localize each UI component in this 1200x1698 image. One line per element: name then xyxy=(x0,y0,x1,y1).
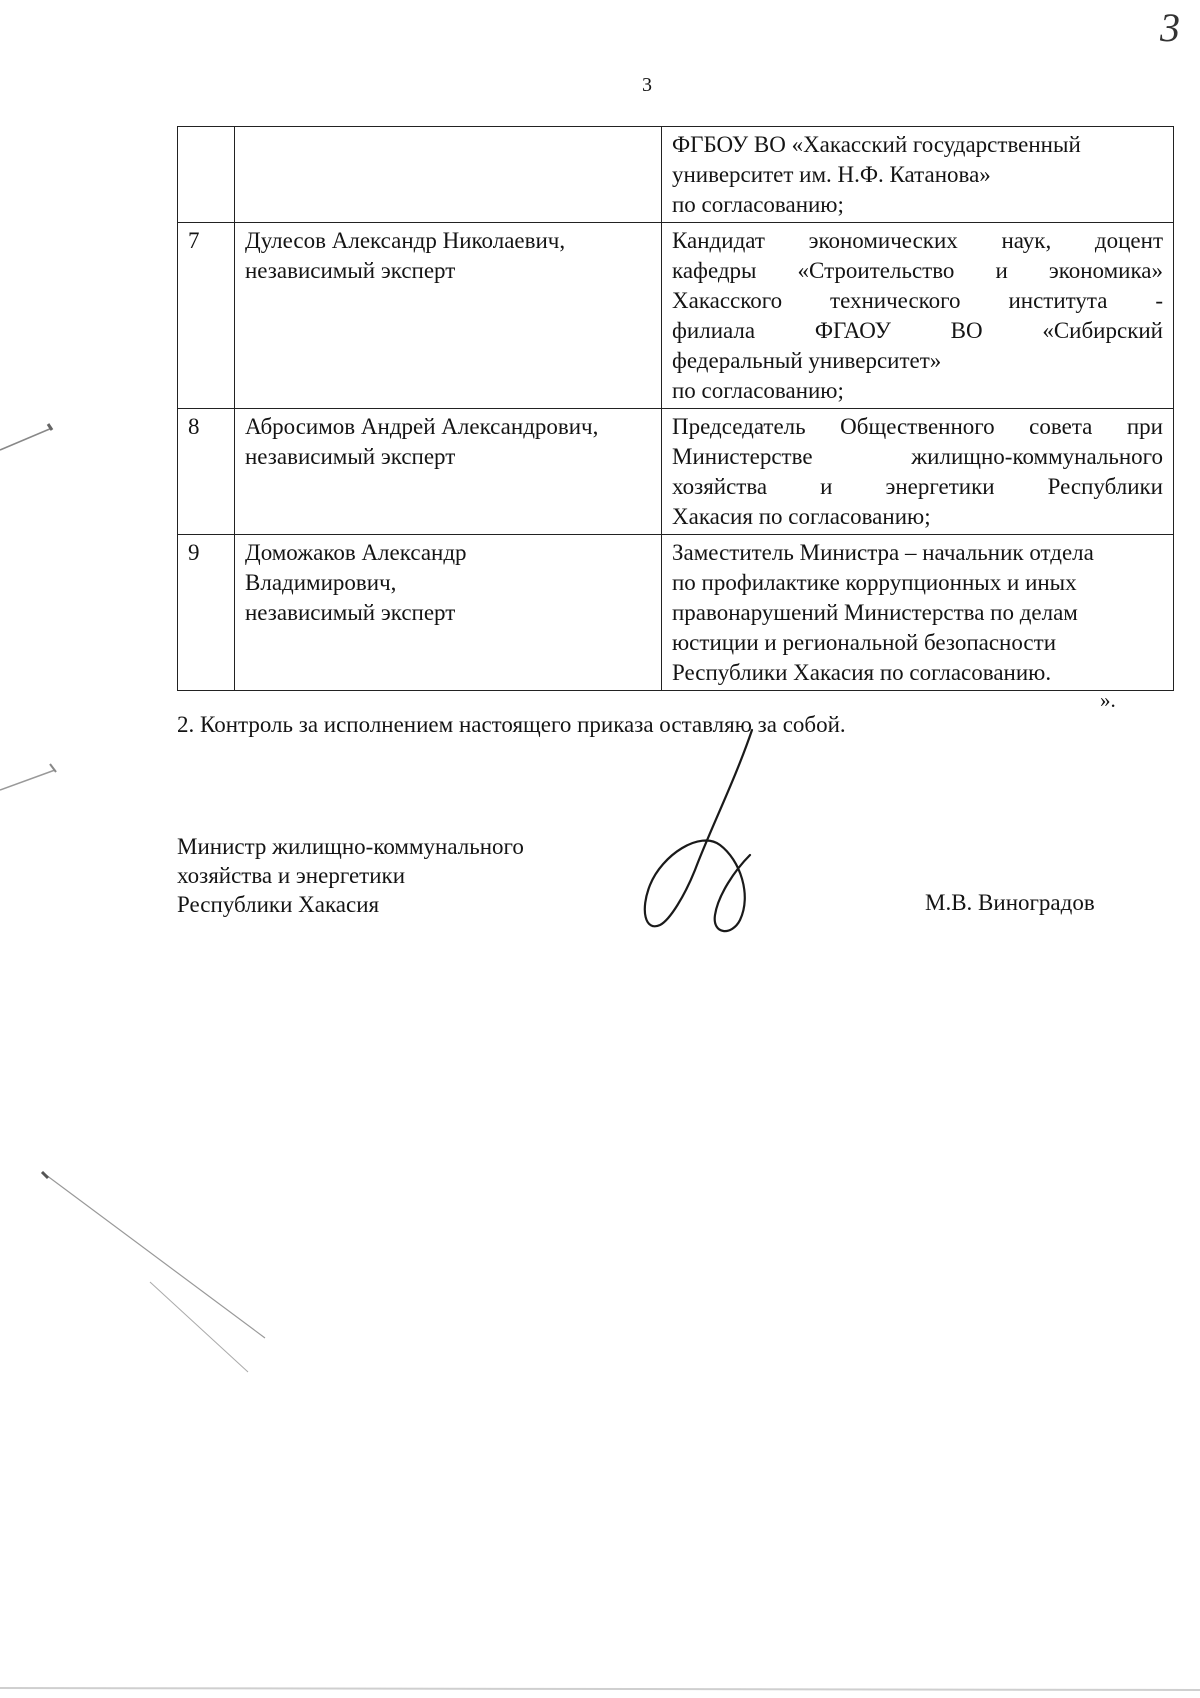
member-name-line: Абросимов Андрей Александрович, xyxy=(245,414,599,439)
page-number: 3 xyxy=(642,74,652,96)
commission-members-table xyxy=(177,126,1174,691)
signer-title-line: хозяйства и энергетики xyxy=(177,863,406,888)
member-role-line: Кандидат экономических наук, доцент xyxy=(672,228,1163,253)
signer-title xyxy=(177,832,524,919)
row-number xyxy=(178,127,235,223)
member-role-line: Заместитель Министра – начальник отдела xyxy=(672,540,1094,565)
closing-quote: ». xyxy=(1100,688,1116,712)
table-row xyxy=(178,409,1174,535)
page-corner-mark: 3 xyxy=(1160,5,1180,50)
member-role-cell xyxy=(662,127,1174,223)
member-role-cell xyxy=(662,223,1174,409)
member-role-line: хозяйства и энергетики Республики xyxy=(672,474,1163,499)
member-name-cell xyxy=(235,409,662,535)
member-name-line: Доможаков Александр xyxy=(245,540,467,565)
member-role-line: филиала ФГАОУ ВО «Сибирский xyxy=(672,318,1163,343)
member-role-line: Председатель Общественного совета при xyxy=(672,414,1163,439)
member-role-line: Министерстве жилищно-коммунального xyxy=(672,444,1163,469)
member-name-cell xyxy=(235,127,662,223)
signer-name: М.В. Виноградов xyxy=(925,890,1095,915)
member-role-cell xyxy=(662,409,1174,535)
member-role-line: университет им. Н.Ф. Катанова» xyxy=(672,162,991,187)
member-role-line: федеральный университет» xyxy=(672,348,942,373)
clause-2: 2. Контроль за исполнением настоящего приказа оставляю за собой. xyxy=(177,712,846,737)
member-role-line: ФГБОУ ВО «Хакасский государственный xyxy=(672,132,1081,157)
handwritten-signature xyxy=(640,720,790,950)
table-row xyxy=(178,223,1174,409)
member-name-cell xyxy=(235,535,662,691)
member-name-line: независимый эксперт xyxy=(245,444,456,469)
member-role-line: по согласованию; xyxy=(672,378,844,403)
member-role-line: по согласованию; xyxy=(672,192,844,217)
table-row xyxy=(178,535,1174,691)
row-number: 8 xyxy=(178,409,235,535)
signer-title-line: Министр жилищно-коммунального xyxy=(177,834,524,859)
member-role-line: по профилактике коррупционных и иных xyxy=(672,570,1077,595)
member-name-line: Владимирович, xyxy=(245,570,397,595)
member-role-line: Хакасского технического института - xyxy=(672,288,1163,313)
row-number: 7 xyxy=(178,223,235,409)
member-role-line: Республики Хакасия по согласованию. xyxy=(672,660,1052,685)
member-name-line: независимый эксперт xyxy=(245,258,456,283)
member-name-line: независимый эксперт xyxy=(245,600,456,625)
signer-title-line: Республики Хакасия xyxy=(177,892,380,917)
row-number: 9 xyxy=(178,535,235,691)
member-name-line: Дулесов Александр Николаевич, xyxy=(245,228,566,253)
table-row xyxy=(178,127,1174,223)
member-name-cell xyxy=(235,223,662,409)
member-role-line: Хакасия по согласованию; xyxy=(672,504,931,529)
member-role-line: кафедры «Строительство и экономика» xyxy=(672,258,1163,283)
table-body xyxy=(178,127,1174,691)
member-role-line: правонарушений Министерства по делам xyxy=(672,600,1078,625)
member-role-line: юстиции и региональной безопасности xyxy=(672,630,1057,655)
member-role-cell xyxy=(662,535,1174,691)
